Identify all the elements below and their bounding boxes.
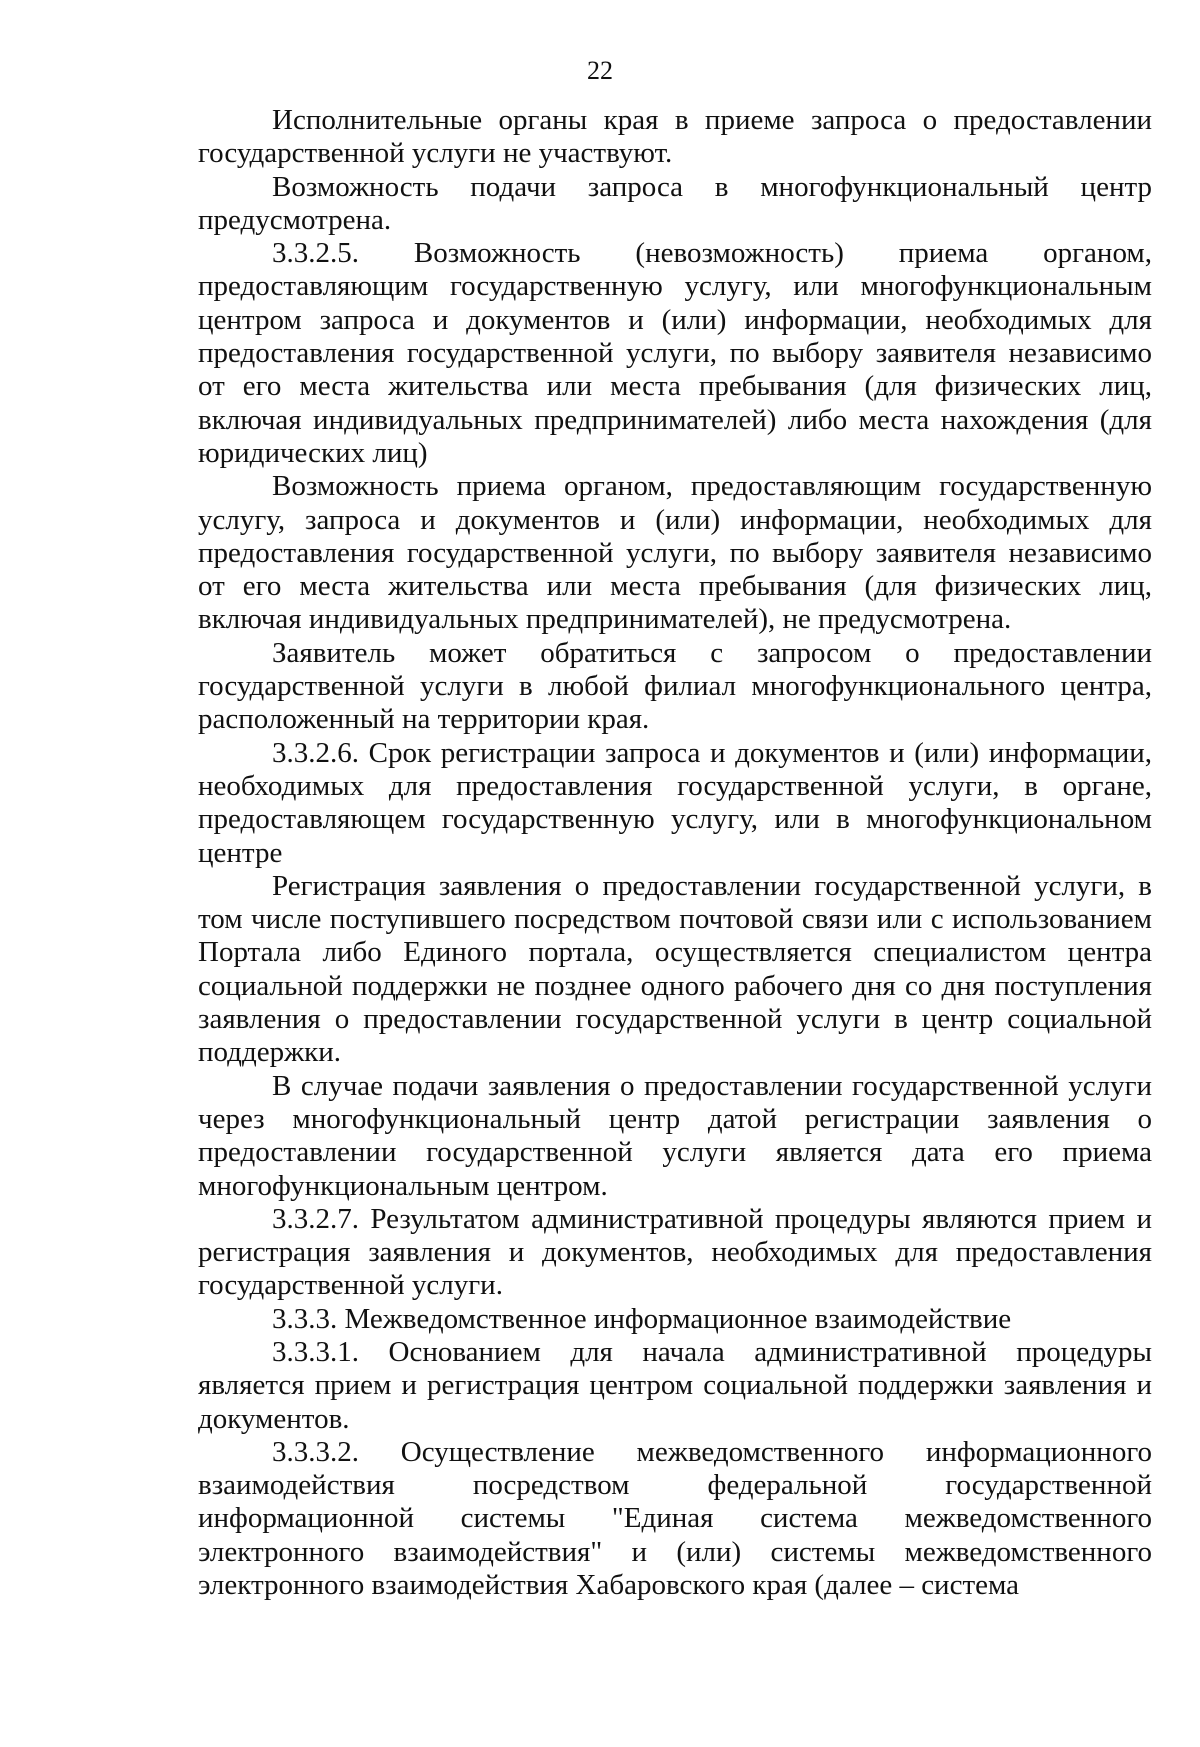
document-body bbox=[198, 104, 1152, 1602]
paragraph-3-3-2-6: 3.3.2.6. Срок регистрации запроса и документов и (или) информации, необходимых для предоставления государственной услуги, в органе, предоставляющем государственную услугу, или в многофункциональном центре bbox=[198, 736, 1152, 869]
paragraph-extraterritorial: Возможность приема органом, предоставляющим государственную услугу, запроса и документов и (или) информации, необходимых для предоставления государственной услуги, по выбору заявителя независимо от его места жительства или места пребывания (для физических лиц, включая индивидуальных предпринимателей), не предусмотрена. bbox=[198, 470, 1152, 636]
paragraph-mfc-submission: Возможность подачи запроса в многофункциональный центр предусмотрена. bbox=[198, 170, 1152, 236]
paragraph-mfc-branch: Заявитель может обратиться с запросом о предоставлении государственной услуги в любой филиал многофункционального центра, расположенный на территории края. bbox=[198, 636, 1152, 736]
paragraph-3-3-3: 3.3.3. Межведомственное информационное взаимодействие bbox=[272, 1302, 1012, 1335]
paragraph-3-3-3-2: 3.3.3.2. Осуществление межведомственного информационного взаимодействия посредством федеральной государственной информационной системы "Единая система межведомственного электронного взаимодействия" и (или) системы межведомственного электронного взаимодействия Хабаровского края (далее – система bbox=[198, 1435, 1152, 1602]
paragraph-registration: Регистрация заявления о предоставлении государственной услуги, в том числе поступившего посредством почтовой связи или с использованием Портала либо Единого портала, осуществляется специалистом центра социальной поддержки не позднее одного рабочего дня со дня поступления заявления о предоставлении государственной услуги в центр социальной поддержки. bbox=[198, 869, 1152, 1069]
paragraph-executive-bodies: Исполнительные органы края в приеме запроса о предоставлении государственной услуги не участвуют. bbox=[198, 104, 1152, 170]
page-number: 22 bbox=[587, 56, 613, 85]
paragraph-3-3-3-1: 3.3.3.1. Основанием для начала административной процедуры является прием и регистрация центром социальной поддержки заявления и документов. bbox=[198, 1335, 1152, 1435]
paragraph-mfc-registration-date: В случае подачи заявления о предоставлении государственной услуги через многофункциональный центр датой регистрации заявления о предоставлении государственной услуги является дата его приема многофункциональным центром. bbox=[198, 1069, 1152, 1202]
paragraph-3-3-2-7: 3.3.2.7. Результатом административной процедуры являются прием и регистрация заявления и документов, необходимых для предоставления государственной услуги. bbox=[198, 1202, 1152, 1302]
paragraph-3-3-2-5: 3.3.2.5. Возможность (невозможность) приема органом, предоставляющим государственную услугу, или многофункциональным центром запроса и документов и (или) информации, необходимых для предоставления государственной услуги, по выбору заявителя независимо от его места жительства или места пребывания (для физических лиц, включая индивидуальных предпринимателей) либо места нахождения (для юридических лиц) bbox=[198, 237, 1152, 469]
